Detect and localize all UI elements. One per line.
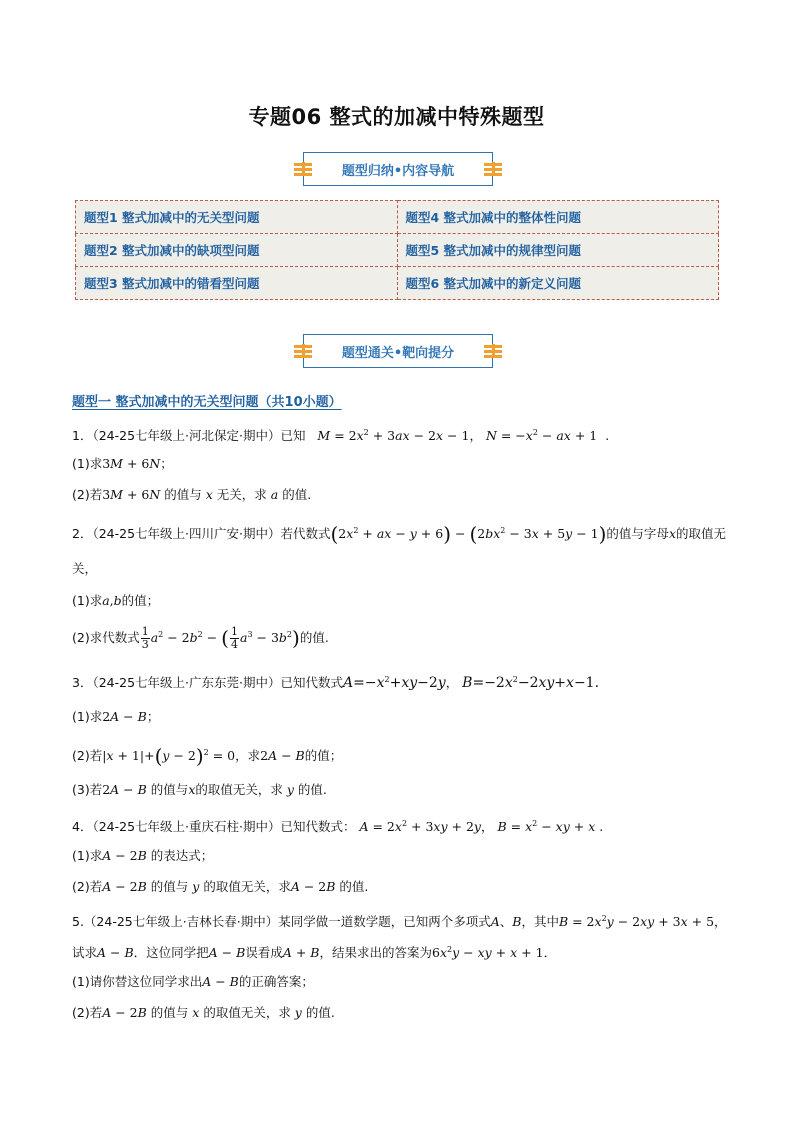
problem-1-statement: 1．（24-25七年级上·河北保定·期中）已知 $M = 2x^2 + 3ax - 2x - 1$， $N = -x^2$ − ax + 1 . xyxy=(72,428,610,443)
problem-2-part-2: (2)求代数式 $\frac{1}{3}$ $a^2 - 2b^2$ − ( $\frac{1}{4}$ $a^3 - 3b^2$)的值. xyxy=(72,625,329,651)
nav-item-type2[interactable]: 题型2 整式加减中的缺项型问题 xyxy=(76,234,398,267)
table-row xyxy=(76,201,719,234)
problem-2-statement: 2．（24-25七年级上·四川广安·期中）若代数式($2x^2$ + ax − $y + 6) - (2bx^2 - 3x + 5y - 1)$的值与字母x的取值无 xyxy=(72,522,727,546)
problem-1-part-1: (1)求3M + 6N； xyxy=(72,456,173,471)
problem-5-statement: 5.（24-25七年级上·吉林长春·期中）某同学做一道数学题，已知两个多项式A、B，其中$B = 2x^2y - 2xy + 3x + 5$， xyxy=(72,914,727,929)
section-heading: 题型一 整式加减中的无关型问题（共10小题） xyxy=(72,395,342,410)
problem-5-part-2: (2)若A − 2B 的值与 x 的取值无关，求 y 的值. xyxy=(72,1005,335,1020)
problem-5-statement-cont: 试求A − B．这位同学把A − B误看成A + B，结果求出的答案为$6x^2y$ − xy + x + 1． xyxy=(72,945,557,960)
problem-4-statement: 4．（24-25七年级上·重庆石柱·期中）已知代数式： $A = 2x^2 + 3xy + 2y$， $B = x^2$ − xy + x . xyxy=(72,819,604,834)
decor-right-icon xyxy=(484,344,502,358)
problem-3-part-2: (2)若$|x + 1|+(y - 2)^2 = 0$，求2A − B的值； xyxy=(72,744,343,768)
problem-3-statement: 3．（24-25七年级上·广东东莞·期中）已知代数式$A=-x^2+xy-2y$， $B=-2x^2-2xy+x-1$. xyxy=(72,675,600,691)
problem-2-wrap: 关， xyxy=(72,561,98,576)
nav-item-type1[interactable]: 题型1 整式加减中的无关型问题 xyxy=(76,201,398,234)
problem-4-part-1: (1)求A − 2B 的表达式； xyxy=(72,848,214,863)
decor-left-icon xyxy=(294,344,312,358)
problem-1-part-2: (2)若3M + 6N 的值与 x 无关，求 a 的值. xyxy=(72,487,312,502)
nav-item-type4[interactable]: 题型4 整式加减中的整体性问题 xyxy=(397,201,719,234)
problem-5-part-1: (1)请你替这位同学求出A − B的正确答案； xyxy=(72,974,314,989)
section-banner-practice xyxy=(303,334,493,368)
decor-right-icon xyxy=(484,162,502,176)
topic-nav-table xyxy=(75,200,719,300)
problem-3-part-3: (3)若2A − B 的值与x的取值无关，求 y 的值. xyxy=(72,782,327,797)
table-row xyxy=(76,234,719,267)
section-banner-navigation xyxy=(303,152,493,186)
problem-2-part-1: (1)求a,b的值； xyxy=(72,593,160,608)
problem-3-part-1: (1)求2A − B； xyxy=(72,709,160,724)
nav-item-type6[interactable]: 题型6 整式加减中的新定义问题 xyxy=(397,267,719,300)
nav-item-type5[interactable]: 题型5 整式加减中的规律型问题 xyxy=(397,234,719,267)
nav-item-type3[interactable]: 题型3 整式加减中的错看型问题 xyxy=(76,267,398,300)
banner-label: 题型通关•靶向提分 xyxy=(341,345,455,361)
banner-label: 题型归纳•内容导航 xyxy=(341,163,455,179)
page-title: 专题06 整式的加减中特殊题型 xyxy=(248,105,545,129)
problem-4-part-2: (2)若A − 2B 的值与 y 的取值无关，求A − 2B 的值. xyxy=(72,879,369,894)
decor-left-icon xyxy=(294,162,312,176)
table-row xyxy=(76,267,719,300)
